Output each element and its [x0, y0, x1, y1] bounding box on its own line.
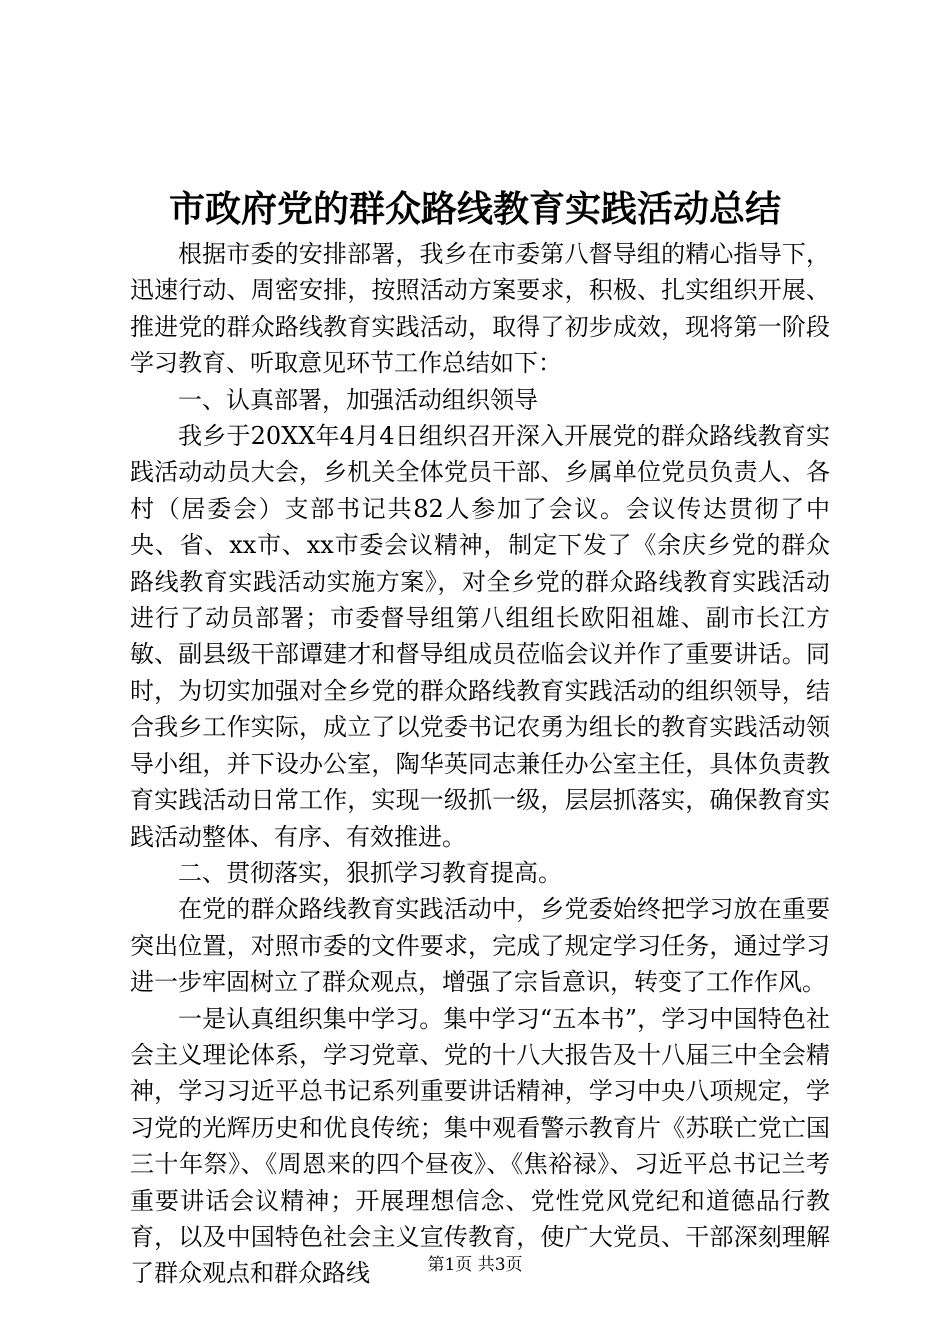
- paragraph-section-2: 在党的群众路线教育实践活动中，乡党委始终把学习放在重要突出位置，对照市委的文件要求，完成了规定学习任务，通过学习进一步牢固树立了群众观点，增强了宗旨意识，转变了工作作风。: [130, 895, 830, 997]
- paragraph-section-1: 我乡于20XX年4月4日组织召开深入开展党的群众路线教育实践活动动员大会，乡机关全体党员干部、乡属单位党员负责人、各村（居委会）支部书记共82人参加了会议。会议传达贯彻了中央、省、xx市、xx市委会议精神，制定下发了《余庆乡党的群众路线教育实践活动实施方案》，对全乡党的群众路线教育实践活动进行了动员部署；市委督导组第八组组长欧阳祖雄、副市长江方敏、副县级干部谭建才和督导组成员莅临会议并作了重要讲话。同时，为切实加强对全乡党的群众路线教育实践活动的组织领导，结合我乡工作实际，成立了以党委书记农勇为组长的教育实践活动领导小组，并下设办公室，陶华英同志兼任办公室主任，具体负责教育实践活动日常工作，实现一级抓一级，层层抓落实，确保教育实践活动整体、有序、有效推进。: [130, 422, 830, 851]
- paragraph-intro: 根据市委的安排部署，我乡在市委第八督导组的精心指导下，迅速行动、周密安排，按照活动方案要求，积极、扎实组织开展、推进党的群众路线教育实践活动，取得了初步成效，现将第一阶段学习教育、听取意见环节工作总结如下：: [130, 240, 830, 378]
- document-body: [130, 236, 830, 1292]
- section-heading-2: 二、贯彻落实，狠抓学习教育提高。: [178, 858, 562, 887]
- section-heading-1: 一、认真部署，加强活动组织领导: [178, 385, 538, 414]
- paragraph-study: 一是认真组织集中学习。集中学习“五本书”，学习中国特色社会主义理论体系，学习党章、党的十八大报告及十八届三中全会精神，学习习近平总书记系列重要讲话精神，学习中央八项规定，学习党的光辉历史和优良传统；集中观看警示教育片《苏联亡党亡国三十年祭》、《周恩来的四个昼夜》、《焦裕禄》、习近平总书记兰考重要讲话会议精神；开展理想信念、党性党风党纪和道德品行教育，以及中国特色社会主义宣传教育，使广大党员、干部深刻理解了群众观点和群众路线: [130, 1004, 830, 1288]
- page-footer: 第1页 共3页: [427, 1255, 523, 1275]
- document-title: 市政府党的群众路线教育实践活动总结: [168, 188, 781, 230]
